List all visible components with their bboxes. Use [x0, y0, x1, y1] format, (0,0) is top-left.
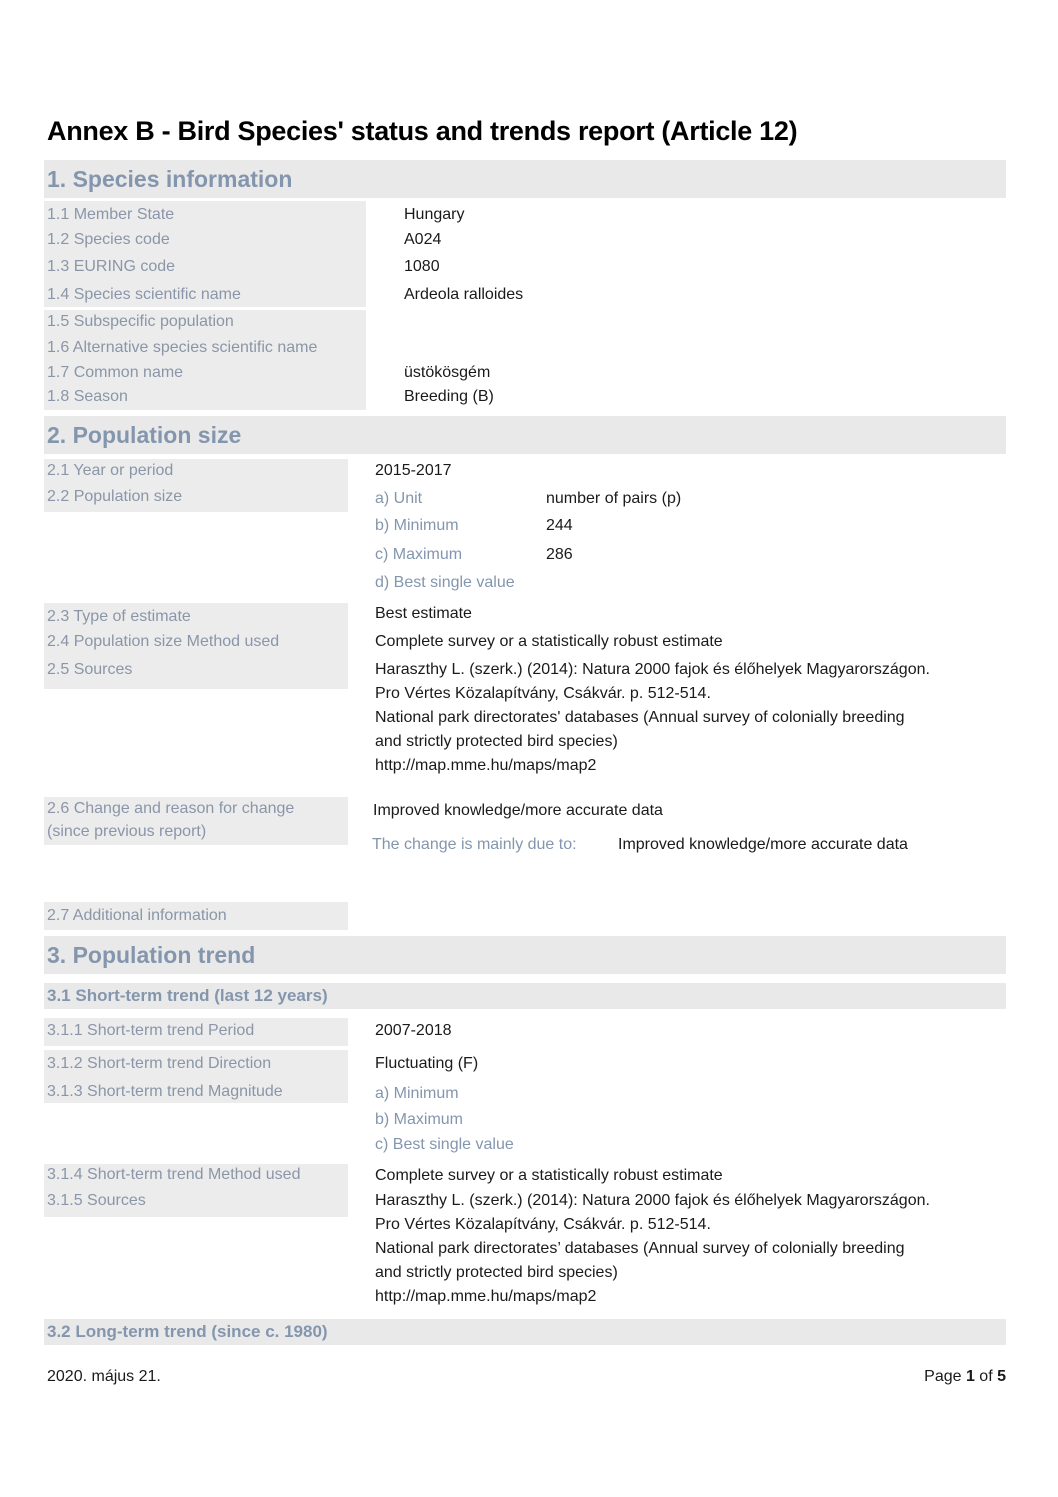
value-short-term-direction: Fluctuating (F) [375, 1055, 479, 1072]
value-change-due-to: Improved knowledge/more accurate data [618, 836, 908, 853]
label-trend-minimum: a) Minimum [375, 1085, 459, 1102]
value-maximum: 286 [546, 546, 573, 563]
source-line: National park directorates' databases (Annual survey of colonially breeding [375, 709, 905, 726]
label-unit: a) Unit [375, 490, 423, 507]
label-short-term-method: 3.1.4 Short-term trend Method used [47, 1166, 301, 1183]
footer-page-number [924, 1368, 1006, 1386]
source-line: Pro Vértes Közalapítvány, Csákvár. p. 512-514. [375, 685, 711, 702]
label-change-due-to: The change is mainly due to: [372, 836, 577, 853]
value-common-name: üstökösgém [404, 364, 491, 381]
label-minimum: b) Minimum [375, 517, 459, 534]
label-season: 1.8 Season [47, 388, 128, 405]
label-alternative-name: 1.6 Alternative species scientific name [47, 339, 318, 356]
page-total: 5 [997, 1368, 1006, 1385]
source-line: and strictly protected bird species) [375, 1264, 618, 1281]
footer-date: 2020. május 21. [47, 1368, 161, 1385]
page-current: 1 [965, 1368, 975, 1385]
source-line: and strictly protected bird species) [375, 733, 618, 750]
subsection-short-term-trend: 3.1 Short-term trend (last 12 years) [44, 983, 1006, 1009]
value-method-used: Complete survey or a statistically robust estimate [375, 633, 723, 650]
value-euring-code: 1080 [404, 258, 440, 275]
label-trend-maximum: b) Maximum [375, 1111, 464, 1128]
value-short-term-method: Complete survey or a statistically robust estimate [375, 1167, 723, 1184]
page-prefix: Page [924, 1368, 966, 1385]
subsection-long-term-trend: 3.2 Long-term trend (since c. 1980) [44, 1319, 1006, 1345]
label-short-term-period: 3.1.1 Short-term trend Period [47, 1022, 255, 1039]
label-subspecific-population: 1.5 Subspecific population [47, 313, 234, 330]
value-season: Breeding (B) [404, 388, 494, 405]
source-link[interactable]: http://map.mme.hu/maps/map2 [375, 1288, 597, 1305]
label-short-term-sources: 3.1.5 Sources [47, 1192, 146, 1209]
value-species-code: A024 [404, 231, 442, 248]
page-of: of [974, 1368, 998, 1385]
label-change-reason: 2.6 Change and reason for change [47, 800, 295, 817]
value-year-or-period: 2015-2017 [375, 462, 452, 479]
label-sources: 2.5 Sources [47, 661, 133, 678]
label-additional-information: 2.7 Additional information [47, 907, 227, 924]
section-heading-population-trend: 3. Population trend [44, 936, 1006, 974]
source-line: Haraszthy L. (szerk.) (2014): Natura 2000 fajok és élőhelyek Magyarországon. [375, 1192, 930, 1209]
value-scientific-name: Ardeola ralloides [404, 286, 524, 303]
label-short-term-direction: 3.1.2 Short-term trend Direction [47, 1055, 272, 1072]
value-minimum: 244 [546, 517, 573, 534]
source-line: Pro Vértes Közalapítvány, Csákvár. p. 512-514. [375, 1216, 711, 1233]
label-trend-best-single-value: c) Best single value [375, 1136, 514, 1153]
label-type-of-estimate: 2.3 Type of estimate [47, 608, 191, 625]
source-line: Haraszthy L. (szerk.) (2014): Natura 2000 fajok és élőhelyek Magyarországon. [375, 661, 930, 678]
page-title: Annex B - Bird Species' status and trends report (Article 12) [47, 116, 798, 146]
label-change-reason-sub: (since previous report) [47, 823, 207, 840]
label-member-state: 1.1 Member State [47, 206, 175, 223]
value-change-reason: Improved knowledge/more accurate data [373, 802, 663, 819]
label-maximum: c) Maximum [375, 546, 463, 563]
value-type-of-estimate: Best estimate [375, 605, 472, 622]
value-member-state: Hungary [404, 206, 465, 223]
label-euring-code: 1.3 EURING code [47, 258, 176, 275]
value-short-term-period: 2007-2018 [375, 1022, 452, 1039]
label-method-used: 2.4 Population size Method used [47, 633, 280, 650]
source-link[interactable]: http://map.mme.hu/maps/map2 [375, 757, 597, 774]
label-species-code: 1.2 Species code [47, 231, 170, 248]
section-heading-species-information: 1. Species information [44, 160, 1006, 198]
value-unit: number of pairs (p) [546, 490, 682, 507]
label-short-term-magnitude: 3.1.3 Short-term trend Magnitude [47, 1083, 283, 1100]
label-year-or-period: 2.1 Year or period [47, 462, 174, 479]
label-population-size: 2.2 Population size [47, 488, 183, 505]
label-best-single-value: d) Best single value [375, 574, 515, 591]
source-line: National park directorates’ databases (Annual survey of colonially breeding [375, 1240, 905, 1257]
label-common-name: 1.7 Common name [47, 364, 184, 381]
label-scientific-name: 1.4 Species scientific name [47, 286, 241, 303]
section-heading-population-size: 2. Population size [44, 416, 1006, 454]
